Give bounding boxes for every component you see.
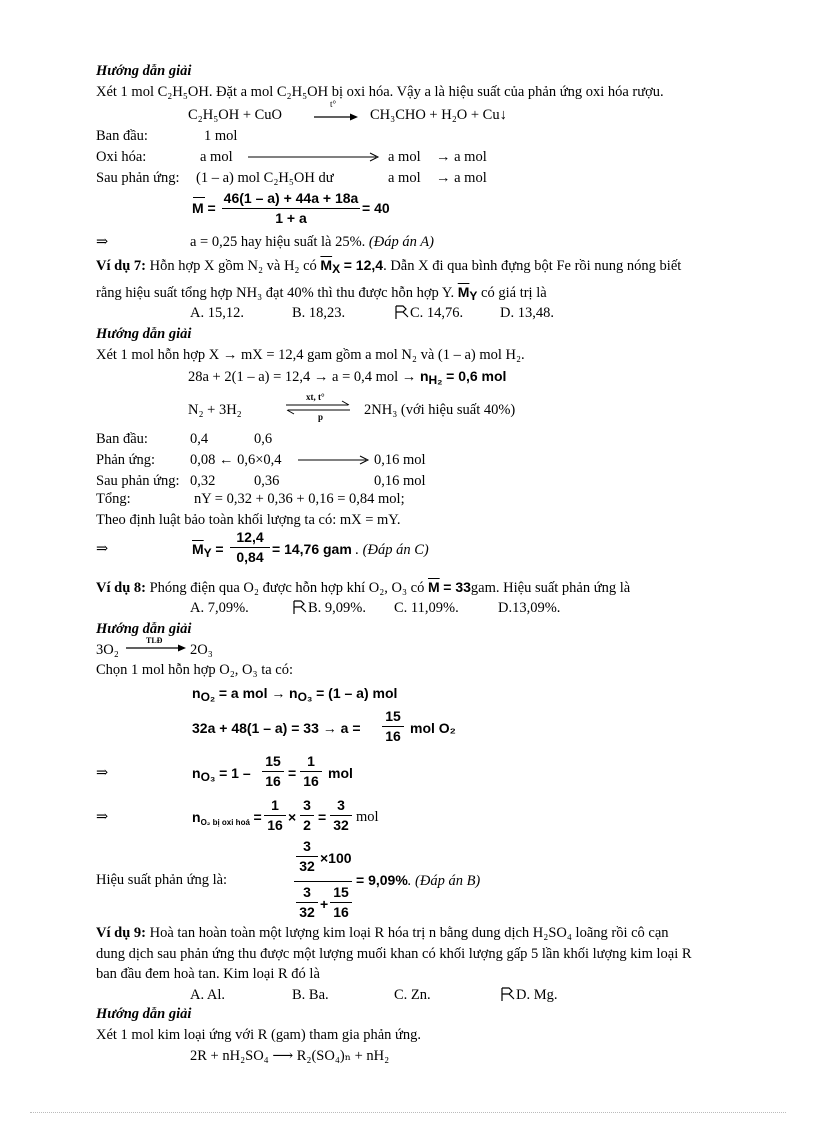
row-value: (1 – a) mol C₂H₅OH dư <box>196 170 334 186</box>
formula-lhs: $\overline{M}_Y$ = <box>192 541 224 560</box>
formula-lhs: M = <box>192 200 216 216</box>
row-value: a mol <box>388 149 421 165</box>
equation-text: = 1 – <box>219 765 251 781</box>
molar-mass-sub: Y <box>469 289 478 303</box>
formula-fraction <box>230 529 270 566</box>
equation-text: ×100 <box>320 850 352 866</box>
reaction-right: 2O₃ <box>190 642 213 658</box>
reaction-left: C₂H₅OH + CuO <box>188 107 283 123</box>
formula-fraction <box>296 838 318 875</box>
formula-rhs: = 14,76 gam <box>272 541 352 557</box>
example-text: Phóng điện qua O₂ được hỗn hợp khí O₂, O₃ có <box>149 580 425 596</box>
example-label: Ví dụ 7: <box>96 258 146 274</box>
row-label: Sau phản ứng: <box>96 473 180 489</box>
row-value: 0,16 mol <box>374 473 426 489</box>
option-d: D. Mg. <box>516 987 558 1003</box>
formula-rhs: = 40 <box>362 200 390 216</box>
fraction-bar <box>222 208 360 209</box>
reaction-pressure: p <box>318 412 324 422</box>
formula-denominator: 16 <box>303 773 319 789</box>
molar-mass-symbol: $\overline{M}$ <box>427 579 440 595</box>
fraction-bar <box>264 815 286 816</box>
formula-numerator: 1 <box>271 797 279 813</box>
solution-text: Chọn 1 mol hỗn hợp O₂, O₃ ta có: <box>96 662 294 678</box>
row-value: 1 mol <box>204 128 238 144</box>
option-a: A. Al. <box>190 987 226 1003</box>
solution-heading: Hướng dẫn giải <box>96 63 192 79</box>
example-text: gam. Hiệu suất phản ứng là <box>470 580 631 596</box>
row-value: → a mol <box>436 149 487 165</box>
option-b: B. Ba. <box>292 987 329 1003</box>
answer-note: (Đáp án A) <box>368 234 434 250</box>
formula-denominator: 0,84 <box>236 549 264 565</box>
formula-denominator: 32 <box>333 817 349 833</box>
formula-fraction <box>296 884 318 921</box>
result-text <box>190 233 434 251</box>
main-fraction-bar <box>294 881 352 882</box>
molar-mass-value: = 12,4 <box>343 257 384 273</box>
option-c: C. 11,09%. <box>394 600 459 616</box>
page-footer-divider <box>30 1112 786 1113</box>
mole-symbol: n <box>419 368 429 384</box>
row-label: Ban đầu: <box>96 431 148 447</box>
implies-symbol: ⇒ <box>96 765 109 781</box>
option-d: D. 13,48. <box>500 305 554 321</box>
example-7-line2 <box>96 283 547 302</box>
implies-symbol: ⇒ <box>96 541 109 557</box>
example-text: Hỗn hợp X gồm N₂ và H₂ có <box>149 258 317 274</box>
mole-sub: O₂ <box>200 690 216 704</box>
option-d: D.13,09%. <box>498 600 561 616</box>
row-value: 0,36 <box>254 473 280 489</box>
example-label: Ví dụ 9: <box>96 925 146 941</box>
answer-note: . (Đáp án B) <box>407 873 481 889</box>
formula-numerator: 15 <box>265 753 281 769</box>
mole-value: = 0,6 mol <box>446 368 507 384</box>
mole-sub: H₂ <box>428 373 443 387</box>
reaction-equation: 2R + nH₂SO₄ ⟶ R₂(SO₄)ₙ + nH₂ <box>190 1048 390 1064</box>
flag-pointer-icon <box>292 599 308 615</box>
example-8-line1 <box>96 578 630 597</box>
solution-heading: Hướng dẫn giải <box>96 621 192 637</box>
molar-mass-sub: X <box>332 262 341 276</box>
mole-sub: O₂ bị oxi hoá <box>200 818 250 827</box>
fraction-bar <box>382 726 404 727</box>
formula-numerator: 15 <box>385 708 401 724</box>
flag-pointer-icon <box>500 986 516 1002</box>
formula-denominator: 16 <box>265 773 281 789</box>
molar-mass-symbol: $\overline{M}$ <box>320 257 333 273</box>
row-value: nY = 0,32 + 0,36 + 0,16 = 0,84 mol; <box>194 491 405 507</box>
molar-mass-symbol: $\overline{M}$ <box>192 541 204 557</box>
row-label: Tổng: <box>96 491 131 507</box>
yield-label: Hiệu suất phản ứng là: <box>96 872 228 888</box>
fraction-bar <box>296 856 318 857</box>
equation-line <box>188 367 506 386</box>
formula-rhs-line <box>272 540 429 559</box>
reaction-right: 2NH₃ (với hiệu suất 40%) <box>364 402 516 418</box>
mole-sub: O₃ <box>200 770 216 784</box>
equation-text: × <box>288 809 297 825</box>
row-value: 0,6 <box>254 431 273 447</box>
formula-fraction <box>264 797 286 834</box>
fraction-bar <box>300 771 322 772</box>
formula-denominator: 32 <box>299 858 315 874</box>
reaction-condition: TLĐ <box>146 636 163 645</box>
example-label: Ví dụ 8: <box>96 580 146 596</box>
molar-mass-symbol: $\overline{M}$ <box>457 284 470 300</box>
answer-note: . (Đáp án C) <box>355 542 429 558</box>
formula-denominator: 1 + a <box>275 210 307 226</box>
option-a: A. 7,09%. <box>190 600 249 616</box>
formula-fraction <box>382 708 404 745</box>
equation-text: = a mol → <box>218 685 286 701</box>
fraction-bar <box>230 547 270 548</box>
row-value: → a mol <box>436 170 487 186</box>
fraction-bar <box>330 815 352 816</box>
formula-denominator: 16 <box>333 904 349 920</box>
example-text: có giá trị là <box>481 285 547 301</box>
option-b: B. 9,09%. <box>308 600 366 616</box>
option-c: C. Zn. <box>394 987 431 1003</box>
reaction-catalyst: xt, t° <box>306 392 325 402</box>
formula-denominator: 2 <box>303 817 311 833</box>
example-7-line1 <box>96 256 681 275</box>
option-a: A. 15,12. <box>190 305 244 321</box>
example-text: ban đầu đem hoà tan. Kim loại R đó là <box>96 966 320 982</box>
formula-denominator: 32 <box>299 904 315 920</box>
example-text: rằng hiệu suất tổng hợp NH₃ đạt 40% thì thu được hỗn hợp Y. <box>96 285 455 301</box>
formula-numerator: 3 <box>303 838 311 854</box>
equation-text: mol <box>328 765 353 781</box>
row-label: Ban đầu: <box>96 128 148 144</box>
equation-text: = <box>253 809 262 825</box>
formula-numerator: 12,4 <box>236 529 264 545</box>
formula-numerator: 15 <box>333 884 349 900</box>
result-value: a = 0,25 hay hiệu suất là 25%. <box>190 234 366 250</box>
example-text: . Dẫn X đi qua bình đựng bột Fe rồi nung nóng biết <box>383 258 682 274</box>
equation-line <box>192 764 251 783</box>
mole-symbol: n <box>192 765 201 781</box>
mole-symbol: n <box>192 809 201 825</box>
row-value: 0,32 <box>190 473 216 489</box>
equation-text: = (1 – a) mol <box>316 685 398 701</box>
row-value: a mol <box>388 170 421 186</box>
formula-fraction <box>330 884 352 921</box>
molar-mass-sub: Y <box>203 546 212 560</box>
fraction-bar <box>300 815 314 816</box>
formula-denominator: 16 <box>267 817 283 833</box>
solution-text: Xét 1 mol hỗn hợp X → mX = 12,4 gam gồm a mol N₂ và (1 – a) mol H₂. <box>96 347 525 363</box>
equation-text: + <box>320 896 329 912</box>
row-label: Sau phản ứng: <box>96 170 180 186</box>
reaction-left: N₂ + 3H₂ <box>188 402 242 418</box>
example-text: Hoà tan hoàn toàn một lượng kim loại R hóa trị n bằng dung dịch H₂SO₄ loãng rồi cô cạn <box>149 925 669 941</box>
equation-text: mol <box>356 809 379 825</box>
formula-fraction <box>262 753 284 790</box>
molar-mass-value: = 33 <box>443 579 471 595</box>
equation-text: 32a + 48(1 – a) = 33 → a = <box>192 720 361 736</box>
option-c: C. 14,76. <box>410 305 464 321</box>
formula-numerator: 3 <box>337 797 345 813</box>
equation-line <box>192 684 397 703</box>
formula-rhs: = 9,09% <box>356 872 408 888</box>
equation-text: = <box>318 809 327 825</box>
long-arrow-icon <box>246 148 382 166</box>
equation-line <box>192 808 262 827</box>
row-label: Oxi hóa: <box>96 149 147 165</box>
law-text: Theo định luật bảo toàn khối lượng ta có: mX = mY. <box>96 512 401 528</box>
equation-text: = <box>288 765 297 781</box>
fraction-bar <box>262 771 284 772</box>
formula-fraction <box>222 190 360 227</box>
solution-text: Xét 1 mol kim loại ứng với R (gam) tham gia phản ứng. <box>96 1027 422 1043</box>
formula-numerator: 3 <box>303 884 311 900</box>
equation-text: mol O₂ <box>410 720 456 736</box>
implies-symbol: ⇒ <box>96 234 109 250</box>
row-value: 0,16 mol <box>374 452 426 468</box>
implies-symbol: ⇒ <box>96 809 109 825</box>
formula-denominator: 16 <box>385 728 401 744</box>
solution-heading: Hướng dẫn giải <box>96 1006 192 1022</box>
equation-text: 28a + 2(1 – a) = 12,4 → a = 0,4 mol → <box>188 369 417 385</box>
example-9-line1 <box>96 924 669 942</box>
reaction-condition: t° <box>330 99 337 109</box>
formula-numerator: 3 <box>303 797 311 813</box>
solution-heading: Hướng dẫn giải <box>96 326 192 342</box>
row-value: 0,08 ← 0,6×0,4 <box>190 452 282 468</box>
formula-fraction <box>300 797 314 834</box>
row-label: Phản ứng: <box>96 452 156 468</box>
long-arrow-icon <box>296 451 372 469</box>
formula-fraction <box>330 797 352 834</box>
fraction-bar <box>330 902 352 903</box>
formula-numerator: 1 <box>307 753 315 769</box>
mole-symbol: n <box>192 685 201 701</box>
formula-rhs-line <box>356 871 480 890</box>
row-value: a mol <box>200 149 233 165</box>
reaction-right: CH₃CHO + H₂O + Cu↓ <box>370 107 507 123</box>
flag-pointer-icon <box>394 304 410 320</box>
mole-sub: O₃ <box>297 690 313 704</box>
fraction-bar <box>296 902 318 903</box>
formula-fraction <box>300 753 322 790</box>
formula-numerator: 46(1 – a) + 44a + 18a <box>223 190 359 206</box>
solution-text: Xét 1 mol C₂H₅OH. Đặt a mol C₂H₅OH bị oxi hóa. Vậy a là hiệu suất của phản ứng oxi hóa rượu. <box>96 84 664 100</box>
mole-symbol: n <box>289 685 298 701</box>
example-text: dung dịch sau phản ứng thu được một lượng muối khan có khối lượng gấp 5 lần khối lượng kim loại R <box>96 946 692 962</box>
reaction-arrow-icon <box>124 640 188 654</box>
row-value: 0,4 <box>190 431 209 447</box>
overline-bar <box>193 197 205 198</box>
reaction-left: 3O₂ <box>96 642 119 658</box>
option-b: B. 18,23. <box>292 305 346 321</box>
